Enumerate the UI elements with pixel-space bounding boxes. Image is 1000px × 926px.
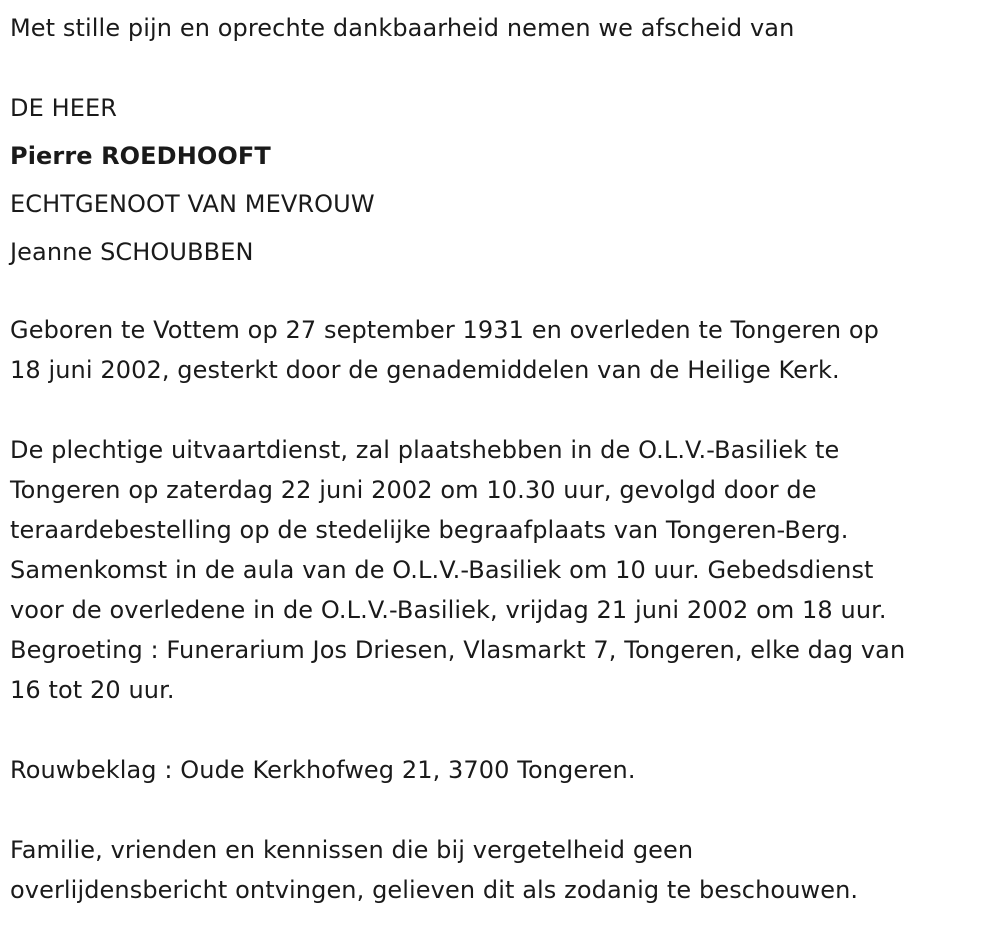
- spacer: [10, 48, 995, 88]
- paragraph-line: Tongeren op zaterdag 22 juni 2002 om 10.30 uur, gevolgd door de: [10, 476, 817, 504]
- spacer: [10, 390, 995, 430]
- closing-paragraph: [10, 830, 995, 910]
- paragraph-line: teraardebestelling op de stedelijke begraafplaats van Tongeren-Berg.: [10, 516, 849, 544]
- title-text: DE HEER: [10, 94, 118, 122]
- spacer: [10, 272, 995, 310]
- condolence-address: Rouwbeklag : Oude Kerkhofweg 21, 3700 Tongeren.: [10, 756, 636, 784]
- paragraph-line: voor de overledene in de O.L.V.-Basiliek, vrijdag 21 juni 2002 om 18 uur.: [10, 596, 887, 624]
- paragraph-line: overlijdensbericht ontvingen, gelieven dit als zodanig te beschouwen.: [10, 876, 859, 904]
- deceased-name-container: [10, 136, 995, 176]
- paragraph-line: Begroeting : Funerarium Jos Driesen, Vlasmarkt 7, Tongeren, elke dag van: [10, 636, 906, 664]
- paragraph-line: De plechtige uitvaartdienst, zal plaatshebben in de O.L.V.-Basiliek te: [10, 436, 840, 464]
- paragraph-line: Geboren te Vottem op 27 september 1931 en overleden te Tongeren op: [10, 316, 879, 344]
- paragraph-line: 16 tot 20 uur.: [10, 676, 175, 704]
- spacer: [10, 710, 995, 750]
- death-notice: [10, 8, 995, 910]
- deceased-name: Pierre ROEDHOOFT: [10, 142, 271, 170]
- paragraph-line: 18 juni 2002, gesterkt door de genademiddelen van de Heilige Kerk.: [10, 356, 840, 384]
- service-paragraph: [10, 430, 995, 710]
- spouse-name: Jeanne SCHOUBBEN: [10, 238, 254, 266]
- paragraph-line: Samenkomst in de aula van de O.L.V.-Basiliek om 10 uur. Gebedsdienst: [10, 556, 874, 584]
- spouse-label: ECHTGENOOT VAN MEVROUW: [10, 190, 375, 218]
- birth-death-paragraph: [10, 310, 995, 390]
- paragraph-line: Familie, vrienden en kennissen die bij vergetelheid geen: [10, 836, 694, 864]
- spacer: [10, 790, 995, 830]
- intro-text: Met stille pijn en oprechte dankbaarheid nemen we afscheid van: [10, 14, 795, 42]
